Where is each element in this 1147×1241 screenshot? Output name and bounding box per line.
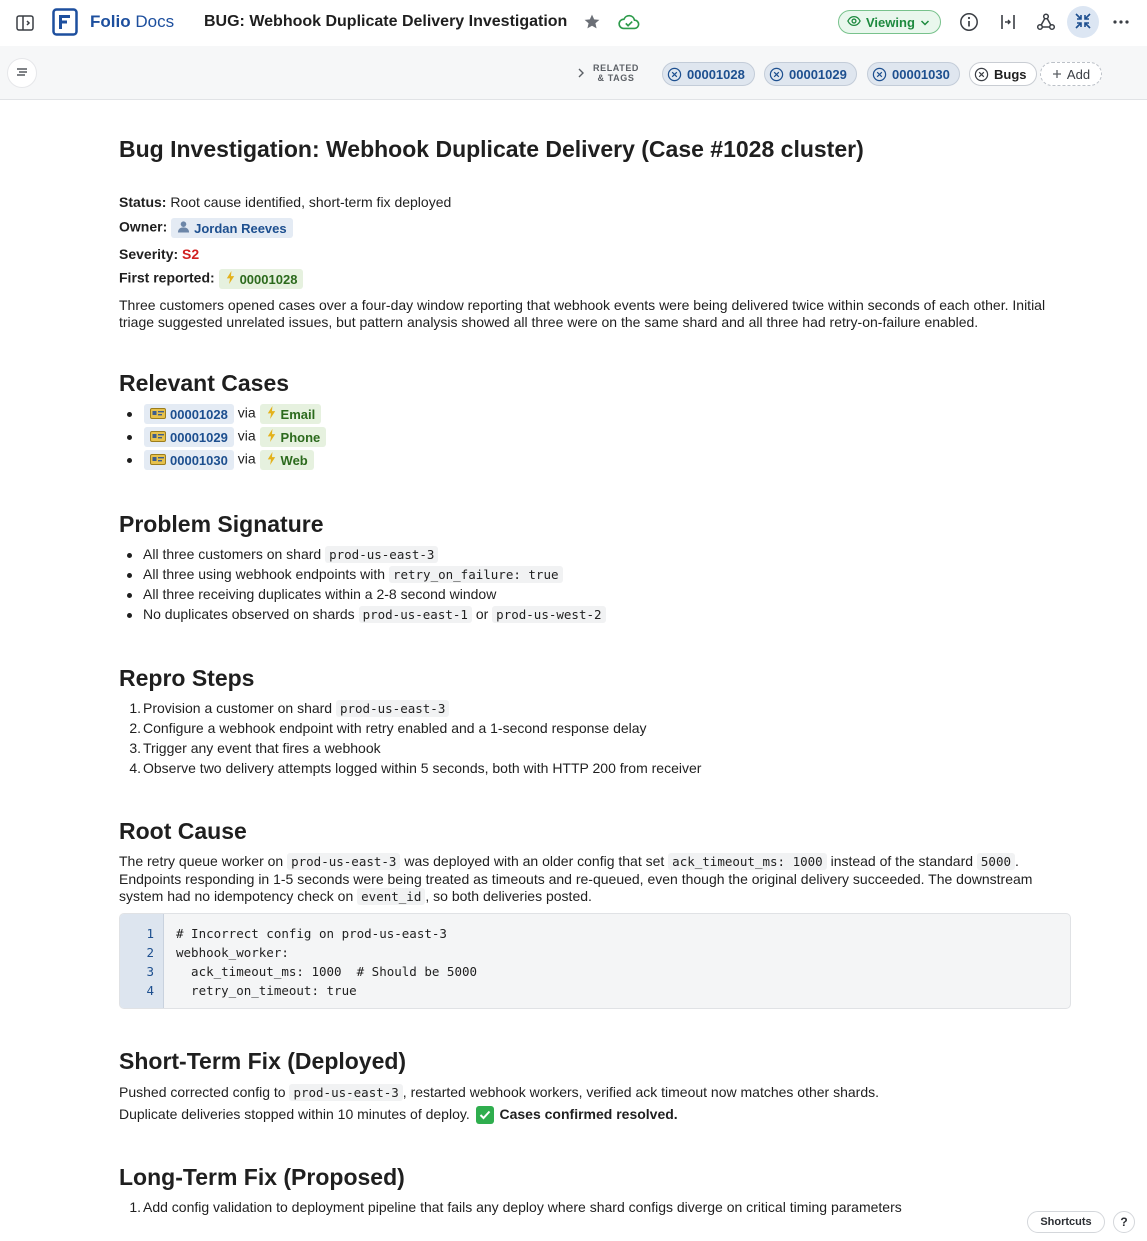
collapse-button[interactable] (1067, 6, 1099, 38)
paragraph-text: . (1015, 853, 1019, 869)
list-item-text: Configure a webhook endpoint with retry enabled and a 1-second response delay (143, 720, 647, 736)
inline-code: event_id (357, 888, 425, 905)
first-reported-label: First reported: (119, 269, 215, 286)
collapse-icon (1074, 12, 1092, 33)
tag-label: 00001028 (687, 66, 745, 82)
outline-toggle-button[interactable] (7, 58, 37, 88)
via-text: via (237, 427, 256, 444)
severity-line (119, 246, 199, 262)
lightning-icon (266, 452, 277, 468)
related-label-line2: & TAGS (597, 73, 635, 83)
tag-label: 00001029 (789, 66, 847, 82)
brand-name[interactable] (90, 12, 174, 32)
folio-logo-icon[interactable] (52, 8, 78, 36)
tags-bar (0, 46, 1147, 100)
paragraph-text: instead of the standard (830, 853, 974, 869)
outline-icon (15, 65, 29, 81)
first-reported-line (119, 269, 303, 289)
top-bar (0, 0, 1147, 46)
owner-line (119, 218, 293, 238)
root-cause-paragraph (119, 853, 1019, 869)
page-title: Bug Investigation: Webhook Duplicate Delivery (Case #1028 cluster) (119, 136, 864, 162)
case-chip[interactable] (144, 450, 234, 470)
bullet (127, 435, 132, 440)
via-text: via (237, 450, 256, 467)
short-term-line2 (119, 1106, 678, 1124)
case-id: 00001029 (170, 429, 228, 445)
line-number: 3 (146, 964, 154, 979)
list-item-text: Provision a customer on shard (143, 700, 333, 716)
add-tag-button[interactable] (1040, 62, 1102, 86)
root-cause-heading: Root Cause (119, 818, 247, 844)
status-line (119, 194, 451, 210)
lightning-icon (266, 406, 277, 422)
remove-tag-icon[interactable] (769, 67, 784, 82)
chevron-right-icon[interactable] (575, 66, 587, 80)
related-label-line1: RELATED (593, 63, 640, 73)
step-number: 2. (129, 720, 141, 736)
add-tag-label: Add (1066, 66, 1091, 82)
resolved-text: Cases confirmed resolved. (499, 1106, 678, 1122)
list-item-text: All three customers on shard (143, 546, 322, 562)
channel-name: Web (280, 452, 308, 468)
eye-icon (847, 15, 861, 30)
bullet (127, 412, 132, 417)
inline-code: retry_on_failure: true (389, 566, 563, 583)
info-icon[interactable] (958, 11, 980, 33)
relevant-cases-heading: Relevant Cases (119, 370, 290, 396)
brand-suffix: Docs (135, 12, 175, 31)
related-tags-label[interactable] (593, 63, 639, 83)
split-view-icon[interactable] (997, 11, 1019, 33)
bullet (127, 458, 132, 463)
list-item-text: No duplicates observed on shards (143, 606, 355, 622)
remove-tag-icon[interactable] (667, 67, 682, 82)
cloud-check-icon[interactable] (618, 12, 640, 32)
check-mark-icon (476, 1106, 494, 1124)
channel-name: Phone (280, 429, 321, 445)
step-number: 1. (129, 1199, 141, 1215)
tag-case-00001028[interactable] (662, 62, 755, 86)
share-icon[interactable] (1035, 11, 1057, 33)
viewing-mode-button[interactable] (838, 10, 941, 34)
case-chip[interactable] (144, 404, 234, 424)
bullet (127, 593, 132, 598)
lightning-icon (225, 271, 236, 287)
step-number: 1. (129, 700, 141, 716)
code-line: webhook_worker: (176, 945, 289, 960)
help-button[interactable]: ? (1113, 1211, 1135, 1233)
severity-value: S2 (182, 246, 200, 262)
tag-case-00001029[interactable] (764, 62, 857, 86)
case-card-icon (150, 453, 166, 468)
inline-code: prod-us-east-3 (336, 700, 449, 717)
channel-name: Email (280, 406, 316, 422)
chevron-down-icon (920, 15, 930, 30)
root-cause-line2: Endpoints responding in 1-5 seconds were being treated as timeouts and re-queued, even though the original delivery succeeded. The downstream (119, 871, 1033, 887)
case-chip[interactable] (144, 427, 234, 447)
inline-code: 5000 (977, 853, 1015, 870)
short-term-line1 (119, 1084, 879, 1100)
line-number: 4 (146, 983, 154, 998)
sidebar-toggle-icon[interactable] (14, 12, 36, 34)
inline-code: prod-us-west-2 (492, 606, 605, 623)
channel-chip[interactable] (260, 450, 314, 470)
list-item-text: or (475, 606, 489, 622)
paragraph-text: system had no idempotency check on (119, 888, 354, 904)
person-icon (177, 220, 190, 236)
paragraph-text: was deployed with an older config that set (404, 853, 665, 869)
channel-chip[interactable] (260, 404, 322, 424)
tag-label: 00001030 (892, 66, 950, 82)
status-label: Status: (119, 194, 167, 210)
list-item-text: All three using webhook endpoints with (143, 566, 386, 582)
remove-tag-icon[interactable] (974, 67, 989, 82)
intro-paragraph: Three customers opened cases over a four-day window reporting that webhook events were being delivered twice within seconds of each other. Initial triage suggested unrelated issues, but pattern analysis showed all three were on the same shard and all three had retry-on-failure enabled. (119, 297, 1046, 330)
inline-code: prod-us-east-3 (287, 853, 400, 870)
case-card-icon (150, 430, 166, 445)
inline-code: prod-us-east-1 (359, 606, 472, 623)
tag-label: Bugs (994, 66, 1027, 82)
doc-title: BUG: Webhook Duplicate Delivery Investigation (204, 13, 568, 30)
problem-signature-heading: Problem Signature (119, 511, 324, 537)
case-id: 00001028 (170, 406, 228, 422)
channel-chip[interactable] (260, 427, 327, 447)
line-number: 1 (146, 926, 154, 941)
severity-label: Severity: (119, 246, 179, 262)
line-number-gutter (120, 914, 164, 1009)
via-text: via (237, 404, 256, 421)
repro-steps-heading: Repro Steps (119, 665, 255, 691)
code-line: retry_on_timeout: true (176, 983, 357, 998)
list-item-text: Trigger any event that fires a webhook (143, 740, 381, 756)
more-icon[interactable] (1110, 11, 1132, 33)
bullet (127, 573, 132, 578)
lightning-icon (266, 429, 277, 445)
step-number: 4. (129, 760, 141, 776)
bullet (127, 613, 132, 618)
code-line: ack_timeout_ms: 1000 # Should be 5000 (176, 964, 478, 979)
step-number: 3. (129, 740, 141, 756)
paragraph-text: , restarted webhook workers, verified ack timeout now matches other shards. (402, 1084, 880, 1100)
list-item-text: Observe two delivery attempts logged within 5 seconds, both with HTTP 200 from receiver (143, 760, 702, 776)
tag-case-00001030[interactable] (867, 62, 960, 86)
case-card-icon (150, 407, 166, 422)
first-reported-case: 00001028 (239, 271, 298, 287)
owner-name: Jordan Reeves (194, 220, 287, 236)
owner-chip[interactable] (171, 218, 293, 238)
code-line: # Incorrect config on prod-us-east-3 (176, 926, 447, 941)
case-id: 00001030 (170, 452, 228, 468)
paragraph-text: The retry queue worker on (119, 853, 284, 869)
code-block[interactable] (119, 913, 1071, 1009)
short-term-fix-heading: Short-Term Fix (Deployed) (119, 1048, 407, 1074)
line-number: 2 (146, 945, 154, 960)
bullet (127, 553, 132, 558)
status-value: Root cause identified, short-term fix deployed (170, 194, 452, 210)
paragraph-text: , so both deliveries posted. (425, 888, 592, 904)
inline-code: prod-us-east-3 (289, 1084, 402, 1101)
brand-prefix: Folio (90, 12, 131, 31)
star-icon[interactable] (582, 12, 602, 32)
owner-label: Owner: (119, 218, 168, 235)
inline-code: ack_timeout_ms: 1000 (668, 853, 827, 870)
root-cause-line3 (119, 888, 592, 904)
paragraph-text: Duplicate deliveries stopped within 10 minutes of deploy. (119, 1106, 470, 1122)
list-item-text: Add config validation to deployment pipeline that fails any deploy where shard configs diverge on critical timing parameters (143, 1199, 902, 1215)
list-item-text: All three receiving duplicates within a 2-8 second window (143, 586, 497, 602)
shortcuts-button[interactable]: Shortcuts (1027, 1211, 1105, 1233)
plus-icon (1052, 67, 1062, 82)
inline-code: prod-us-east-3 (325, 546, 438, 563)
remove-tag-icon[interactable] (872, 67, 887, 82)
long-term-fix-heading: Long-Term Fix (Proposed) (119, 1164, 405, 1190)
paragraph-text: Pushed corrected config to (119, 1084, 286, 1100)
tag-bugs[interactable] (969, 62, 1037, 86)
first-reported-chip[interactable] (219, 269, 304, 289)
viewing-label: Viewing (866, 14, 915, 30)
